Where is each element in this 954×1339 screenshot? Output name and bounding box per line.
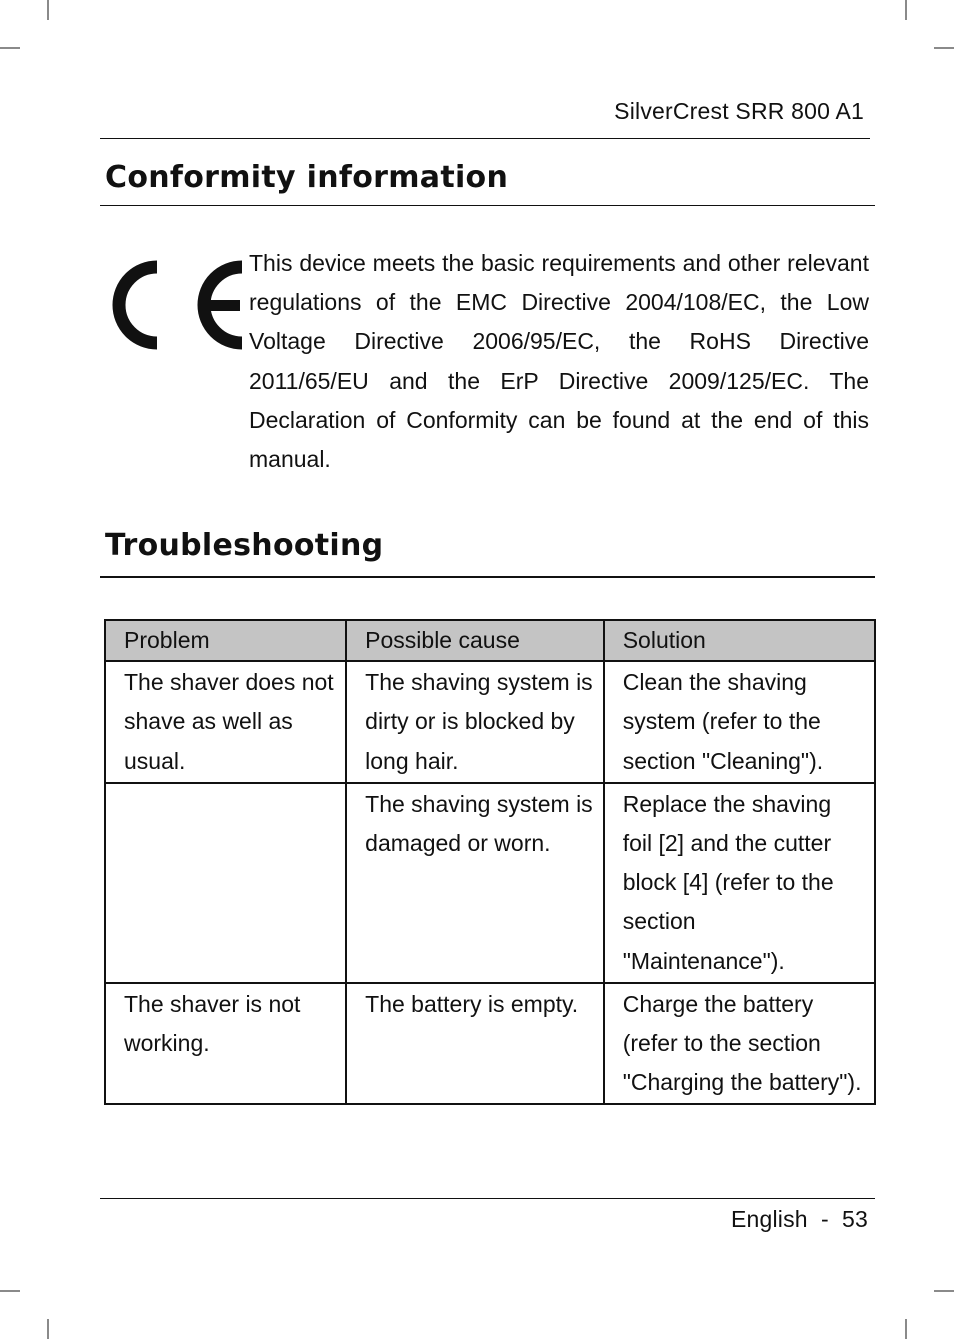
running-header: SilverCrest SRR 800 A1 xyxy=(614,98,864,124)
troubleshooting-table xyxy=(104,619,876,1105)
conformity-heading: Conformity information xyxy=(105,160,509,195)
table-row xyxy=(105,783,875,983)
footer-rule xyxy=(100,1198,875,1199)
table-header-row xyxy=(105,620,875,661)
troubleshooting-heading-rule xyxy=(100,576,875,578)
crop-mark-bottom-right-vertical xyxy=(905,1319,907,1339)
problem-cell xyxy=(105,783,346,983)
crop-mark-top-left-vertical xyxy=(47,0,49,20)
crop-mark-bottom-right-horizontal xyxy=(934,1290,954,1292)
problem-cell: The shaver is not working. xyxy=(105,983,346,1105)
cause-cell: The battery is empty. xyxy=(346,983,604,1105)
solution-cell: Replace the shaving foil [2] and the cutter block [4] (refer to the section "Maintenance"). xyxy=(604,783,875,983)
crop-mark-bottom-left-vertical xyxy=(47,1319,49,1339)
crop-mark-top-left-horizontal xyxy=(0,47,20,49)
column-header-possible-cause: Possible cause xyxy=(346,620,604,661)
header-rule xyxy=(100,138,870,139)
table-row xyxy=(105,661,875,783)
ce-mark-logo xyxy=(104,255,244,355)
column-header-problem: Problem xyxy=(105,620,346,661)
page-number: 53 xyxy=(842,1206,868,1232)
conformity-heading-rule xyxy=(100,205,875,206)
column-header-solution: Solution xyxy=(604,620,875,661)
cause-cell: The shaving system is damaged or worn. xyxy=(346,783,604,983)
page-footer xyxy=(731,1206,868,1233)
cause-cell: The shaving system is dirty or is blocked by long hair. xyxy=(346,661,604,783)
crop-mark-top-right-horizontal xyxy=(934,47,954,49)
solution-cell: Charge the battery (refer to the section "Charging the battery"). xyxy=(604,983,875,1105)
footer-language: English xyxy=(730,1206,808,1232)
solution-cell: Clean the shaving system (refer to the section "Cleaning"). xyxy=(604,661,875,783)
troubleshooting-heading: Troubleshooting xyxy=(105,528,384,563)
conformity-text: This device meets the basic requirements and other relevant regulations of the EMC Directive 2004/108/EC, the Low Voltage Directive 2006/95/EC, the RoHS Directive 2011/65/EU and the ErP Directive 2009/125/EC. The Declaration of Conformity can be found at the end of this manual. xyxy=(249,250,869,473)
footer-separator: - xyxy=(820,1206,829,1232)
crop-mark-bottom-left-horizontal xyxy=(0,1290,20,1292)
table-row xyxy=(105,983,875,1105)
crop-mark-top-right-vertical xyxy=(905,0,907,20)
problem-cell: The shaver does not shave as well as usual. xyxy=(105,661,346,783)
